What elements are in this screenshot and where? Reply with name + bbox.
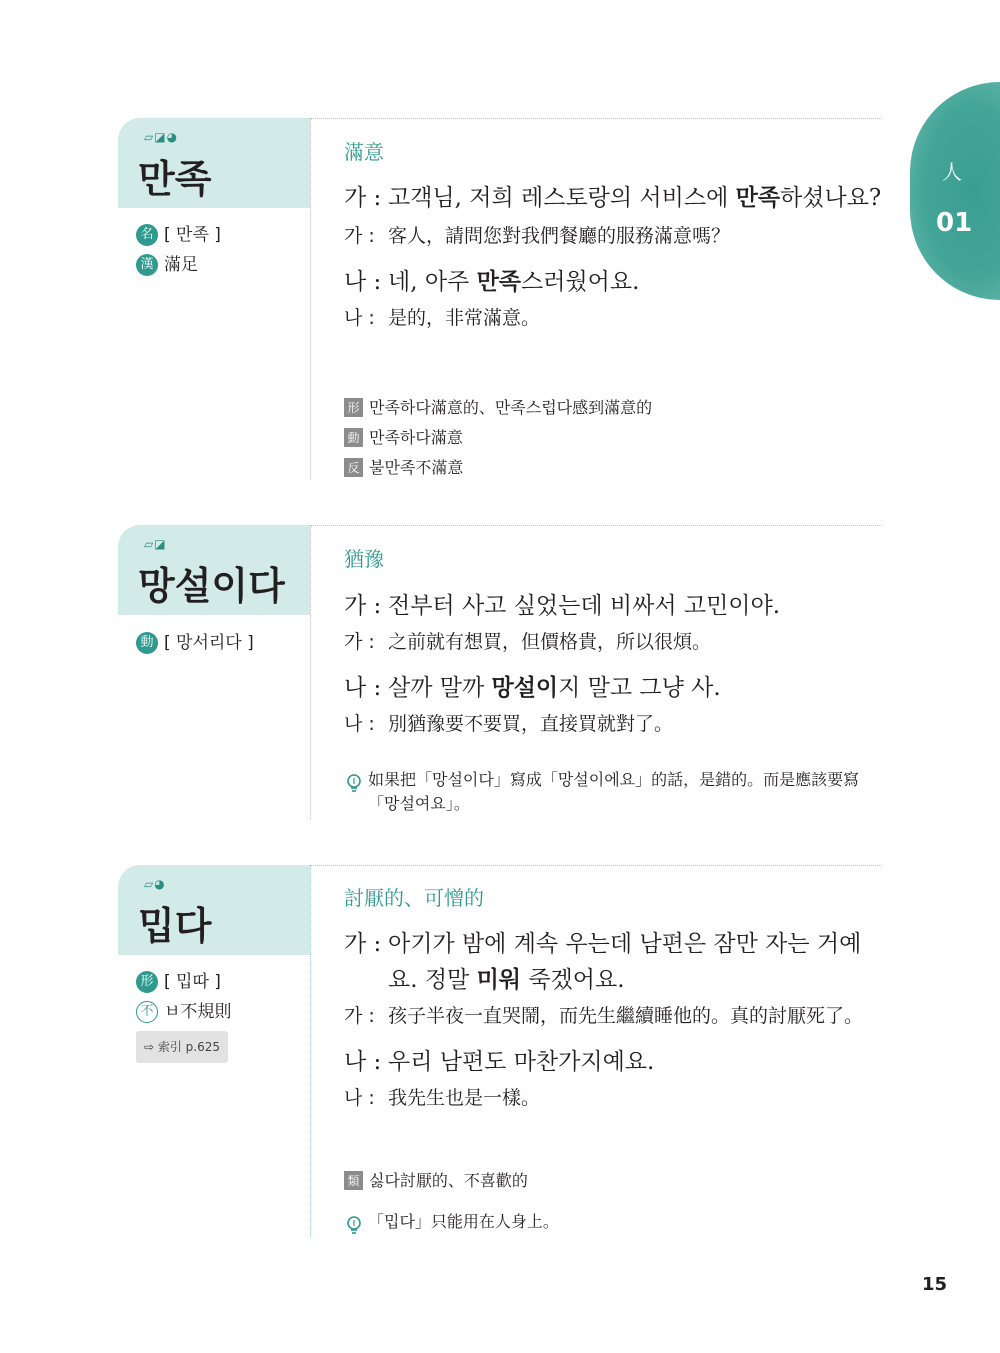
tag-synonym: 類 (344, 1171, 363, 1190)
meaning: 猶豫 (344, 547, 384, 571)
headword-box (118, 865, 310, 955)
pronunciation: [ 만족 ] (164, 225, 221, 245)
speaker: 가 : (344, 185, 382, 211)
hanja: 滿足 (164, 255, 198, 275)
tip-block (344, 768, 884, 816)
divider (310, 118, 311, 480)
speaker: 나 : (344, 675, 382, 701)
meaning: 討厭的、可憎的 (344, 886, 484, 910)
divider (310, 865, 311, 1237)
divider (310, 118, 882, 119)
pronunciation: [ 망서리다 ] (164, 633, 254, 653)
chinese-translation: 나 : 我先生也是一樣。 (344, 1084, 884, 1112)
tip-text: 「밉다」只能用在人身上。 (368, 1212, 559, 1231)
chapter-tab (910, 82, 1000, 300)
related-words: 形 만족하다滿意的、만족스럽다感到滿意的 動 만족하다滿意 反 불만족不滿意 (344, 393, 884, 483)
tip-block (344, 1210, 884, 1238)
speaker: 나 : (344, 269, 382, 295)
entry-meta (136, 628, 254, 658)
entry-meta (136, 967, 231, 1063)
entry-meta (136, 220, 221, 280)
lightbulb-icon (344, 772, 364, 796)
korean-sentence: 나 : 살까 말까 망설이지 말고 그냥 사. (344, 670, 884, 706)
example-block (344, 588, 884, 738)
headword-box (118, 118, 310, 208)
speaker: 가 : (344, 631, 375, 653)
skill-icons: ▱◕ (144, 877, 166, 891)
pos-badge: 動 (136, 632, 158, 654)
related-words: 類 싫다討厭的、不喜歡的 (344, 1166, 884, 1196)
headword: 만족 (138, 157, 212, 201)
tag-adjective: 形 (344, 398, 363, 417)
divider (310, 525, 311, 820)
page-number: 15 (922, 1274, 948, 1295)
irregular-badge: 不 (136, 1001, 158, 1023)
speaker: 나 : (344, 713, 375, 735)
speaker: 가 : (344, 593, 382, 619)
chinese-translation: 나 : 是的，非常滿意。 (344, 304, 884, 332)
korean-sentence: 가 : 아기가 밤에 계속 우는데 남편은 잠만 자는 거예요. 정말 미워 죽겠어요. (344, 926, 884, 998)
example-block (344, 926, 884, 1112)
pronunciation: [ 밉따 ] (164, 972, 221, 992)
pos-badge: 名 (136, 224, 158, 246)
chinese-translation: 가 : 之前就有想買，但價格貴，所以很煩。 (344, 628, 884, 656)
tip-text: 如果把「망설이다」寫成「망설이에요」的話，是錯的。而是應該要寫「망설여요」。 (368, 770, 860, 813)
tag-antonym: 反 (344, 458, 363, 477)
korean-sentence: 가 : 고객님, 저희 레스토랑의 서비스에 만족하셨나요? (344, 180, 884, 216)
chapter-category: 人 (942, 160, 962, 184)
chinese-translation: 가 : 客人，請問您對我們餐廳的服務滿意嗎？ (344, 222, 884, 250)
chapter-number: 01 (936, 208, 973, 238)
divider (310, 525, 882, 526)
speaker: 나 : (344, 1087, 375, 1109)
speaker: 나 : (344, 307, 375, 329)
tag-verb: 動 (344, 428, 363, 447)
pos-badge: 形 (136, 971, 158, 993)
chinese-translation: 가 : 孩子半夜一直哭鬧，而先生繼續睡他的。真的討厭死了。 (344, 1002, 884, 1030)
speaker: 가 : (344, 931, 382, 957)
korean-sentence: 가 : 전부터 사고 싶었는데 비싸서 고민이야. (344, 588, 884, 624)
speaker: 가 : (344, 225, 375, 247)
headword: 망설이다 (138, 564, 285, 608)
index-reference[interactable]: ⇨ 索引 p.625 (136, 1031, 228, 1063)
headword: 밉다 (138, 904, 212, 948)
meaning: 滿意 (344, 140, 384, 164)
chinese-translation: 나 : 別猶豫要不要買，直接買就對了。 (344, 710, 884, 738)
headword-box (118, 525, 310, 615)
example-block (344, 180, 884, 332)
korean-sentence: 나 : 우리 남편도 마찬가지예요. (344, 1044, 884, 1080)
skill-icons: ▱◪ (144, 537, 167, 551)
divider (310, 865, 882, 866)
speaker: 나 : (344, 1049, 382, 1075)
lightbulb-icon (344, 1214, 364, 1238)
irregular-note: ㅂ不規則 (164, 1002, 232, 1022)
hanja-badge: 漢 (136, 254, 158, 276)
speaker: 가 : (344, 1005, 375, 1027)
skill-icons: ▱◪◕ (144, 130, 179, 144)
korean-sentence: 나 : 네, 아주 만족스러웠어요. (344, 264, 884, 300)
